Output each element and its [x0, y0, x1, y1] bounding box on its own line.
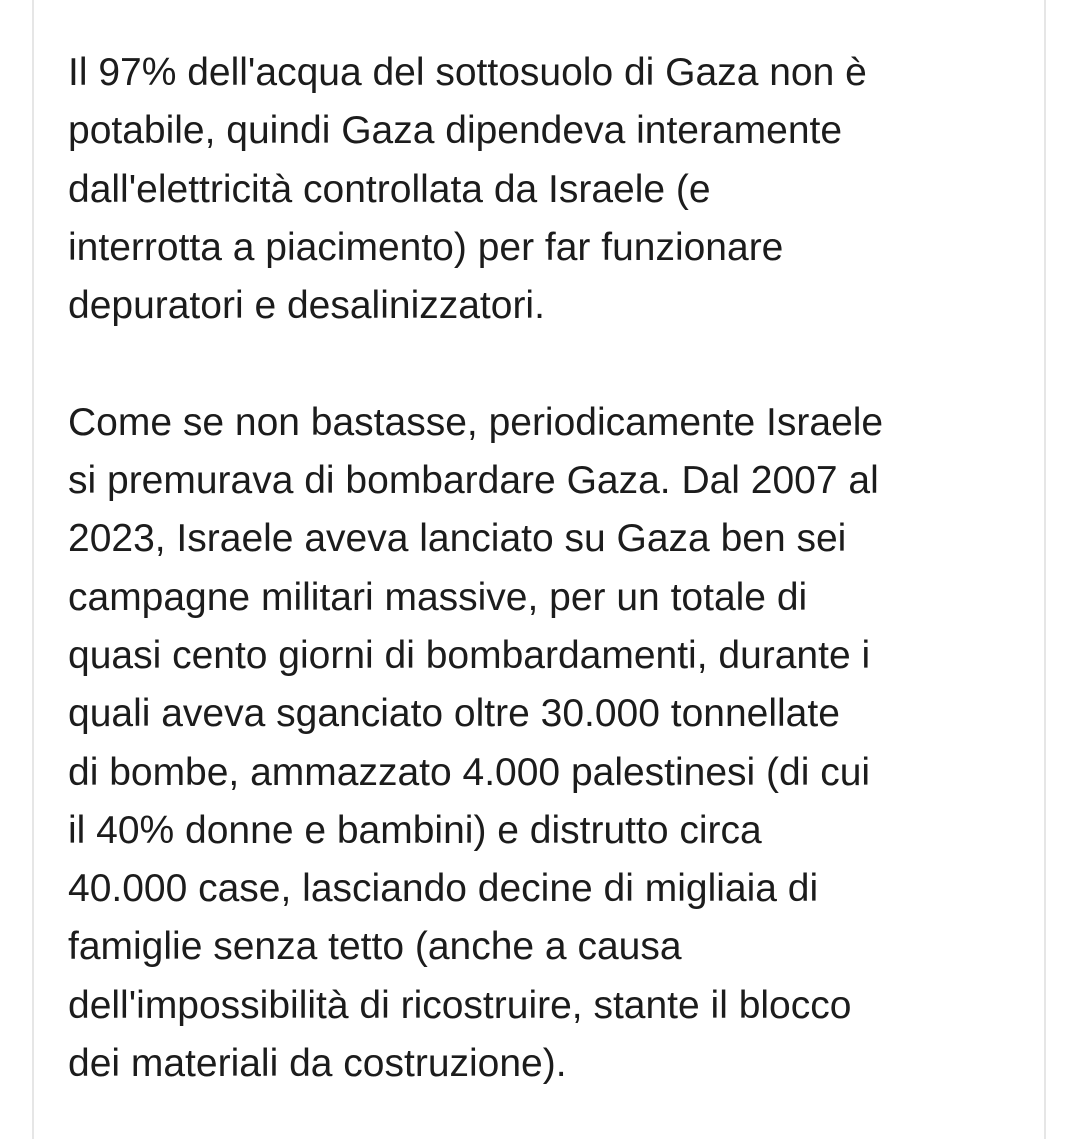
- text-line: dell'impossibilità di ricostruire, stante il blocco: [68, 983, 852, 1027]
- paragraph-2: [68, 394, 1028, 1094]
- post-card: [32, 0, 1046, 1139]
- text-line: il 40% donne e bambini) e distrutto circa: [68, 808, 762, 852]
- text-line: quali aveva sganciato oltre 30.000 tonnellate: [68, 692, 840, 736]
- text-line: famiglie senza tetto (anche a causa: [68, 925, 682, 969]
- text-line: 40.000 case, lasciando decine di migliaia di: [68, 867, 819, 911]
- paragraph-1: [68, 44, 1028, 335]
- text-line: interrotta a piacimento) per far funzionare: [68, 225, 784, 269]
- text-line: quasi cento giorni di bombardamenti, durante i: [68, 633, 871, 677]
- text-line: dei materiali da costruzione).: [68, 1042, 567, 1086]
- post-body-text: [68, 44, 1028, 1093]
- text-line: campagne militari massive, per un totale di: [68, 575, 808, 619]
- text-line: di bombe, ammazzato 4.000 palestinesi (di cui: [68, 750, 871, 794]
- text-line: si premurava di bombardare Gaza. Dal 2007 al: [68, 459, 879, 503]
- text-line: potabile, quindi Gaza dipendeva interamente: [68, 109, 843, 153]
- text-line: depuratori e desalinizzatori.: [68, 284, 545, 328]
- text-line: 2023, Israele aveva lanciato su Gaza ben sei: [68, 517, 847, 561]
- text-line: Il 97% dell'acqua del sottosuolo di Gaza non è: [68, 51, 867, 94]
- text-line: dall'elettricità controllata da Israele (e: [68, 167, 711, 211]
- text-line: Come se non bastasse, periodicamente Israele: [68, 400, 884, 444]
